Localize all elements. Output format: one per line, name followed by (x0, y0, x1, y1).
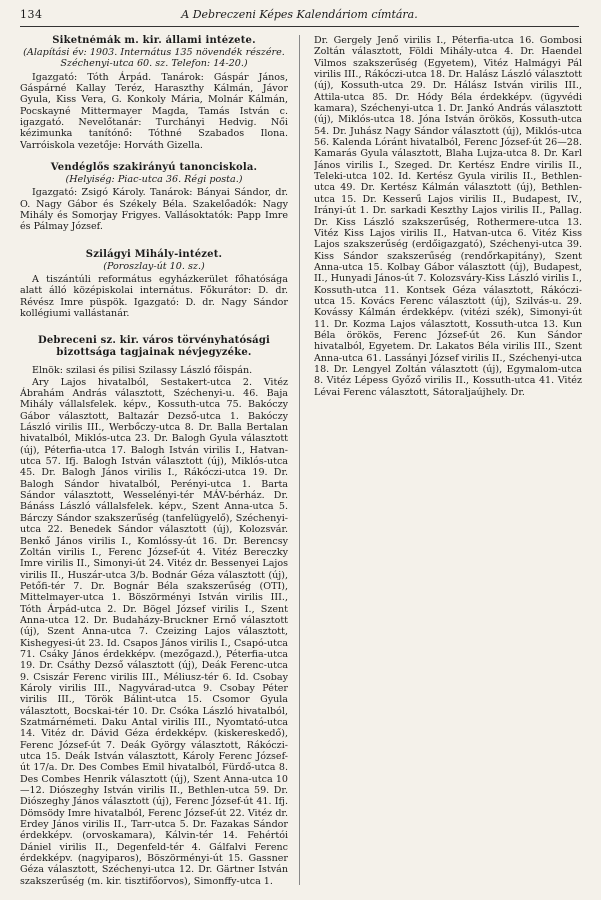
members-list-part-1: Ary Lajos hivatalból, Sestakert-utca 2. Vitéz Ábrahám András választott, Széchenyi-u. 46. Baja Mihály vállalsfelek. képv., Kossuth-utca 75. Bakóczy Gábor választott, Baltazár Dezső-utca 1. Bakóczy László virilis III., Werbőczy-utca 8. Dr. Balla Bertalan hivatalból, Miklós-utca 23. Dr. Balogh Gyula választott (új), Péterfia-utca 17. Balogh István virilis I., Hatvan-utca 57. Ifj. Balogh István választott (új), Miklós-utca 45. Dr. Balogh János virilis I., Rákóczi-utca 19. Dr. Balogh Sándor hivatalból, Perényi-utca 1. Barta Sándor választott, Wesselényi-tér MÁV-bérház. Dr. Bánáss László vállalsfelek. képv., Szent Anna-utca 5. Bárczy Sándor szakszerűség (tanfelügyelő), Széchenyi-utca 22. Benedek Sándor választott (új), Kolozsvár. Benkő János virilis I., Komlóssy-út 16. Dr. Berencsy Zoltán virilis I., Ferenc József-út 4. Vitéz Bereczky Imre virilis II., Simonyi-út 24. Vitéz dr. Bessenyei Lajos virilis II., Huszár-utca 3/b. Bodnár Géza választott (új), Petőfi-tér 7. Dr. Bognár Béla szakszerűség (OTI), Mittelmayer-utca 1. Böszörményi István virilis III., Tóth Árpád-utca 2. Dr. Bögel József virilis I., Szent Anna-utca 12. Dr. Budaházy-Bruckner Ernő választott (új), Szent Anna-utca 7. Czeizing Lajos választott, Kishegyesi-út 23. Id. Csapos János virilis I., Csapó-utca 71. Csáky János érdekképv. (mezőgazd.), Péterfia-utca 19. Dr. Csáthy Dezső választott (új), Deák Ferenc-utca 9. Csiszár Ferenc virilis III., Méliusz-tér 6. Id. Csobay Károly virilis III., Nagyvárad-utca 9. Csobay Péter virilis III., Török Bálint-utca 15. Csomor Gyula választott, Bocskai-tér 10. Dr. Csóka László hivatalból, Szatmárnémeti. Daku Antal virilis III., Nyomtató-utca 14. Vitéz dr. Dávid Géza érdekképv. (kiskereskedő), Ferenc József-út 7. Deák György választott, Rákóczi-utca 15. Deák István választott, Károly Ferenc József-út 17/a. Dr. Des Combes Emil hivatalból, Fürdő-utca 8. Des Combes Henrik választott (új), Szent Anna-utca 10—12. Diószeghy István virilis II., Bethlen-utca 59. Dr. Diószeghy János választott (új), Ferenc József-út 41. Ifj. Dömsödy Imre hivatalból, Ferenc József-út 22. Vitéz dr. Erdey János virilis II., Tarr-utca 5. Dr. Fazakas Sándor érdekképv. (orvoskamara), Kálvin-tér 14. Fehértói Dániel virilis II., Degenfeld-tér 4. Gálfalvi Ferenc érdekképv. (nagyiparos), Böszörményi-út 15. Gassner Géza választott, Széchenyi-utca 12. Dr. Gärtner István szakszerűség (m. kir. tisztifőorvos), Simonffy-utca 1. (20, 376, 288, 887)
right-column (314, 35, 582, 890)
section-title-szilagyi-institute: Szilágyi Mihály-intézet. (85, 248, 223, 260)
column-divider (299, 35, 300, 885)
running-title: A Debreczeni Képes Kalendáriom címtára. (181, 8, 418, 21)
section-subtitle-deaf-institute: (Alapítási év: 1903. Internátus 135 növendék részére. Széchenyi-utca 60. sz. Telefon: 14-20.) (23, 47, 285, 70)
section-subtitle-hospitality-school: (Helyiség: Piac-utca 36. Régi posta.) (65, 174, 243, 185)
section-title-municipal-committee: Debreceni sz. kir. város törvényhatósági bizottsága tagjainak névjegyzéke. (37, 335, 271, 359)
section-body-deaf-institute: Igazgató: Tóth Árpád. Tanárok: Gáspár János, Gáspárné Kallay Teréz, Haraszthy Kálmán, Jávor Gyula, Kiss Vera, G. Konkoly Mária, Molnár Kálmán, Pocskayné Mittermayer Magda, Tamás István c. igazgató. Nevelőtanár: Turchányi Hedvig. Női kézimunka tanítónő: Tóthné Szabados Ilona. Varróiskola vezetője: Horváth Gizella. (20, 71, 288, 151)
section-title-hospitality-school: Vendéglős szakirányú tanonciskola. (50, 162, 258, 173)
page-number: 134 (20, 8, 43, 21)
members-list-part-2: Dr. Gergely Jenő virilis I., Péterfia-utca 16. Gombosi Zoltán választott, Földi Mihály-utca 4. Dr. Haendel Vilmos szakszerűség (Egyetem), Vitéz Halmágyi Pál virilis III., Rákóczi-utca 18. Dr. Halász László választott (új), Kossuth-utca 29. Dr. Hálász István virilis III., Attila-utca 85. Dr. Hódy Béla érdekképv. (ügyvédi kamara), Széchenyi-utca 1. Dr. Jankó András választott (új), Miklós-utca 18. Jóna István örökös, Kossuth-utca 54. Dr. Juhász Nagy Sándor választott (új), Miklós-utca 56. Kalenda Lóránt hivatalból, Ferenc József-út 26—28. Kamarás Gyula választott, Blaha Lujza-utca 8. Dr. Karl János virilis I., Szeged. Dr. Kertész Endre virilis II., Teleki-utca 102. Id. Kertész Gyula virilis II., Bethlen-utca 49. Dr. Kertész Kálmán választott (új), Bethlen-utca 15. Dr. Kesserű Lajos virilis II., Budapest, IV., Irányi-út 1. Dr. sarkadi Keszthy Lajos virilis II., Pallag. Dr. Kiss László szakszerűség, Rothermere-utca 13. Vitéz Kiss Lajos virilis II., Hatvan-utca 6. Vitéz Kiss Lajos szakszerűség (erdőigazgató), Széchenyi-utca 39. Kiss Sándor szakszerűség (rendőrkapitány), Szent Anna-utca 15. Kolbay Gábor választott (új), Budapest, II., Hunyadi János-út 7. Kolozsváry-Kiss László virilis I., Kossuth-utca 11. Kontsek Géza választott, Rákóczi-utca 15. Kovács Ferenc választott (új), Szilvás-u. 29. Kovássy Kálmán érdekképv. (vitézi szék), Simonyi-út 11. Dr. Kozma Lajos választott, Kossuth-utca 13. Kun Béla örökös, Ferenc József-út 26. Kun Sándor hivatalból, Egyetem. Dr. Lakatos Béla virilis III., Szent Anna-utca 61. Lassányi József virilis II., Széchenyi-utca 18. Dr. Lengyel Zoltán választott (új), Egymalom-utca 8. Vitéz Lépess Győző virilis II., Kossuth-utca 41. Vitéz Lévai Ferenc választott, Sátoraljaújhely. Dr. (314, 35, 582, 398)
section-body-szilagyi-institute: A tiszántúli református egyházkerület főhatósága alatt álló középiskolai internátus. Főkurátor: D. dr. Révész Imre püspök. Igazgató: D. dr. Nagy Sándor kollégiumi vallástanár. (20, 273, 288, 319)
section-title-deaf-institute: Siketnémák m. kir. állami intézete. (52, 35, 256, 46)
section-body-municipal-committee: Elnök: szilasi és pilisi Szilassy László főispán. (32, 365, 253, 377)
section-body-hospitality-school: Igazgató: Zsigó Károly. Tanárok: Bányai Sándor, dr. O. Nagy Gábor és Székely Béla. Szakelőadók: Nagy Mihály és Somorjay Frigyes. Vallásoktatók: Papp Imre és Pálmay József. (20, 187, 288, 233)
section-subtitle-szilagyi-institute: (Poroszlay-út 10. sz.) (103, 260, 205, 272)
page-header (20, 8, 579, 27)
left-column (20, 35, 288, 890)
